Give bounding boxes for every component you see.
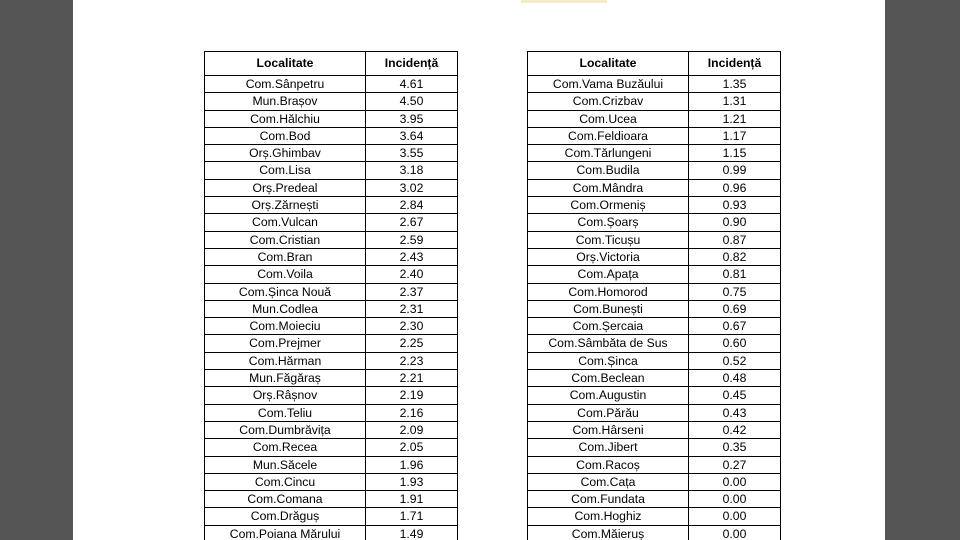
- cell-locality: Com.Hoghiz: [528, 508, 689, 525]
- cell-locality: Com.Racoș: [528, 456, 689, 473]
- cell-incidence: 3.55: [366, 145, 458, 162]
- column-header-incidence: Incidență: [689, 52, 781, 76]
- cell-incidence: 1.91: [366, 491, 458, 508]
- column-header-locality: Localitate: [528, 52, 689, 76]
- cell-locality: Com.Ticușu: [528, 231, 689, 248]
- cell-incidence: 1.15: [689, 145, 781, 162]
- cell-locality: Com.Augustin: [528, 387, 689, 404]
- cell-incidence: 0.35: [689, 439, 781, 456]
- cell-incidence: 1.49: [366, 525, 458, 540]
- table-row: [205, 421, 458, 438]
- table-row: [528, 352, 781, 369]
- cell-incidence: 1.21: [689, 110, 781, 127]
- table-row: [528, 456, 781, 473]
- cell-incidence: 0.00: [689, 473, 781, 490]
- cell-locality: Orș.Predeal: [205, 179, 366, 196]
- cell-locality: Com.Șercaia: [528, 318, 689, 335]
- cell-locality: Com.Budila: [528, 162, 689, 179]
- cell-locality: Com.Homorod: [528, 283, 689, 300]
- table-row: [205, 370, 458, 387]
- cell-locality: Com.Mândra: [528, 179, 689, 196]
- table-row: [528, 93, 781, 110]
- table-row: [205, 456, 458, 473]
- cell-incidence: 0.42: [689, 421, 781, 438]
- cell-locality: Com.Cincu: [205, 473, 366, 490]
- cell-incidence: 0.27: [689, 456, 781, 473]
- cell-locality: Com.Beclean: [528, 370, 689, 387]
- cell-locality: Com.Ucea: [528, 110, 689, 127]
- cell-incidence: 2.67: [366, 214, 458, 231]
- table-row: [528, 197, 781, 214]
- cell-locality: Com.Dumbrăvița: [205, 421, 366, 438]
- table-row: [528, 110, 781, 127]
- table-row: [528, 508, 781, 525]
- cell-locality: Com.Bunești: [528, 300, 689, 317]
- table-row: [528, 525, 781, 540]
- table-header-row: [528, 52, 781, 76]
- table-row: [205, 127, 458, 144]
- cell-incidence: 1.35: [689, 76, 781, 93]
- cell-locality: Com.Hălchiu: [205, 110, 366, 127]
- cell-incidence: 1.71: [366, 508, 458, 525]
- cell-incidence: 2.43: [366, 248, 458, 265]
- cell-incidence: 0.75: [689, 283, 781, 300]
- table-row: [528, 162, 781, 179]
- table-body: [205, 76, 458, 540]
- cell-incidence: 2.16: [366, 404, 458, 421]
- table-row: [528, 473, 781, 490]
- cell-locality: Com.Sâmbăta de Sus: [528, 335, 689, 352]
- cell-locality: Mun.Făgăraș: [205, 370, 366, 387]
- cell-incidence: 2.19: [366, 387, 458, 404]
- cell-locality: Mun.Săcele: [205, 456, 366, 473]
- table-row: [528, 231, 781, 248]
- table-row: [205, 197, 458, 214]
- cell-incidence: 2.09: [366, 421, 458, 438]
- table-row: [205, 508, 458, 525]
- cell-locality: Com.Șinca Nouă: [205, 283, 366, 300]
- cell-locality: Com.Sânpetru: [205, 76, 366, 93]
- table-row: [205, 439, 458, 456]
- table-row: [205, 248, 458, 265]
- cell-incidence: 2.30: [366, 318, 458, 335]
- cell-incidence: 0.48: [689, 370, 781, 387]
- table-row: [205, 231, 458, 248]
- table-row: [205, 318, 458, 335]
- cell-incidence: 0.67: [689, 318, 781, 335]
- cell-locality: Com.Cața: [528, 473, 689, 490]
- table-row: [528, 248, 781, 265]
- cell-incidence: 1.17: [689, 127, 781, 144]
- table-row: [205, 214, 458, 231]
- table-row: [528, 491, 781, 508]
- cell-locality: Com.Feldioara: [528, 127, 689, 144]
- cell-locality: Com.Lisa: [205, 162, 366, 179]
- table-row: [205, 162, 458, 179]
- table-row: [205, 300, 458, 317]
- table-row: [528, 145, 781, 162]
- cell-incidence: 0.96: [689, 179, 781, 196]
- cell-locality: Mun.Brașov: [205, 93, 366, 110]
- cell-incidence: 2.31: [366, 300, 458, 317]
- viewer-left-margin: [0, 0, 73, 540]
- cell-incidence: 3.95: [366, 110, 458, 127]
- table-header-row: [205, 52, 458, 76]
- column-header-locality: Localitate: [205, 52, 366, 76]
- cell-incidence: 1.93: [366, 473, 458, 490]
- cell-locality: Com.Șoarș: [528, 214, 689, 231]
- cell-locality: Com.Voila: [205, 266, 366, 283]
- cell-locality: Com.Moieciu: [205, 318, 366, 335]
- table-row: [205, 352, 458, 369]
- cell-incidence: 0.00: [689, 508, 781, 525]
- cell-locality: Mun.Codlea: [205, 300, 366, 317]
- table-row: [205, 387, 458, 404]
- cell-incidence: 0.52: [689, 352, 781, 369]
- cell-locality: Com.Hărman: [205, 352, 366, 369]
- cell-incidence: 0.99: [689, 162, 781, 179]
- table-body: [528, 76, 781, 540]
- cell-locality: Com.Crizbav: [528, 93, 689, 110]
- column-header-incidence: Incidență: [366, 52, 458, 76]
- cell-locality: Com.Vulcan: [205, 214, 366, 231]
- viewer-right-margin: [885, 0, 960, 540]
- table-row: [528, 421, 781, 438]
- cell-incidence: 3.18: [366, 162, 458, 179]
- table-row: [528, 404, 781, 421]
- table-row: [205, 404, 458, 421]
- table-row: [528, 266, 781, 283]
- table-row: [205, 145, 458, 162]
- table-row: [528, 76, 781, 93]
- incidence-table-left: [204, 51, 458, 540]
- cell-locality: Com.Cristian: [205, 231, 366, 248]
- cell-incidence: 0.82: [689, 248, 781, 265]
- cell-incidence: 4.61: [366, 76, 458, 93]
- cell-locality: Com.Tărlungeni: [528, 145, 689, 162]
- table-row: [528, 214, 781, 231]
- document-page: [73, 0, 885, 540]
- cell-locality: Com.Drăguș: [205, 508, 366, 525]
- cell-locality: Orș.Ghimbav: [205, 145, 366, 162]
- cell-locality: Orș.Zărnești: [205, 197, 366, 214]
- cell-incidence: 0.93: [689, 197, 781, 214]
- table-row: [528, 127, 781, 144]
- cell-locality: Com.Măieruș: [528, 525, 689, 540]
- cell-incidence: 3.02: [366, 179, 458, 196]
- table-row: [528, 283, 781, 300]
- table-row: [528, 335, 781, 352]
- table-row: [528, 370, 781, 387]
- cell-locality: Com.Bran: [205, 248, 366, 265]
- cell-locality: Com.Comana: [205, 491, 366, 508]
- cell-locality: Com.Șinca: [528, 352, 689, 369]
- cell-incidence: 2.37: [366, 283, 458, 300]
- cell-incidence: 2.84: [366, 197, 458, 214]
- table-row: [205, 179, 458, 196]
- cell-locality: Com.Fundata: [528, 491, 689, 508]
- table-row: [205, 491, 458, 508]
- table-row: [528, 318, 781, 335]
- cell-locality: Com.Poiana Mărului: [205, 525, 366, 540]
- cell-locality: Orș.Râșnov: [205, 387, 366, 404]
- cell-locality: Com.Apața: [528, 266, 689, 283]
- cell-locality: Com.Ormeniș: [528, 197, 689, 214]
- cell-locality: Com.Vama Buzăului: [528, 76, 689, 93]
- cell-locality: Com.Teliu: [205, 404, 366, 421]
- cell-locality: Orș.Victoria: [528, 248, 689, 265]
- table-row: [528, 300, 781, 317]
- table-row: [205, 283, 458, 300]
- cell-locality: Com.Recea: [205, 439, 366, 456]
- table-row: [205, 93, 458, 110]
- cell-incidence: 2.21: [366, 370, 458, 387]
- cell-incidence: 0.00: [689, 491, 781, 508]
- cell-incidence: 4.50: [366, 93, 458, 110]
- table-row: [528, 439, 781, 456]
- table-row: [205, 110, 458, 127]
- cell-incidence: 1.96: [366, 456, 458, 473]
- cell-incidence: 0.00: [689, 525, 781, 540]
- cell-locality: Com.Hârseni: [528, 421, 689, 438]
- cell-incidence: 3.64: [366, 127, 458, 144]
- cell-incidence: 0.87: [689, 231, 781, 248]
- cell-locality: Com.Jibert: [528, 439, 689, 456]
- cell-locality: Com.Bod: [205, 127, 366, 144]
- table-row: [205, 266, 458, 283]
- cell-incidence: 2.05: [366, 439, 458, 456]
- cell-incidence: 0.81: [689, 266, 781, 283]
- table-row: [205, 525, 458, 540]
- cell-locality: Com.Prejmer: [205, 335, 366, 352]
- table-row: [205, 473, 458, 490]
- cell-incidence: 2.59: [366, 231, 458, 248]
- cell-incidence: 2.23: [366, 352, 458, 369]
- incidence-table-right: [527, 51, 781, 540]
- cell-locality: Com.Părău: [528, 404, 689, 421]
- table-row: [205, 335, 458, 352]
- cell-incidence: 2.25: [366, 335, 458, 352]
- cell-incidence: 0.90: [689, 214, 781, 231]
- table-row: [528, 179, 781, 196]
- cell-incidence: 0.43: [689, 404, 781, 421]
- cell-incidence: 0.69: [689, 300, 781, 317]
- cell-incidence: 2.40: [366, 266, 458, 283]
- table-row: [528, 387, 781, 404]
- header-decoration: [521, 0, 607, 3]
- table-row: [205, 76, 458, 93]
- cell-incidence: 0.45: [689, 387, 781, 404]
- cell-incidence: 1.31: [689, 93, 781, 110]
- cell-incidence: 0.60: [689, 335, 781, 352]
